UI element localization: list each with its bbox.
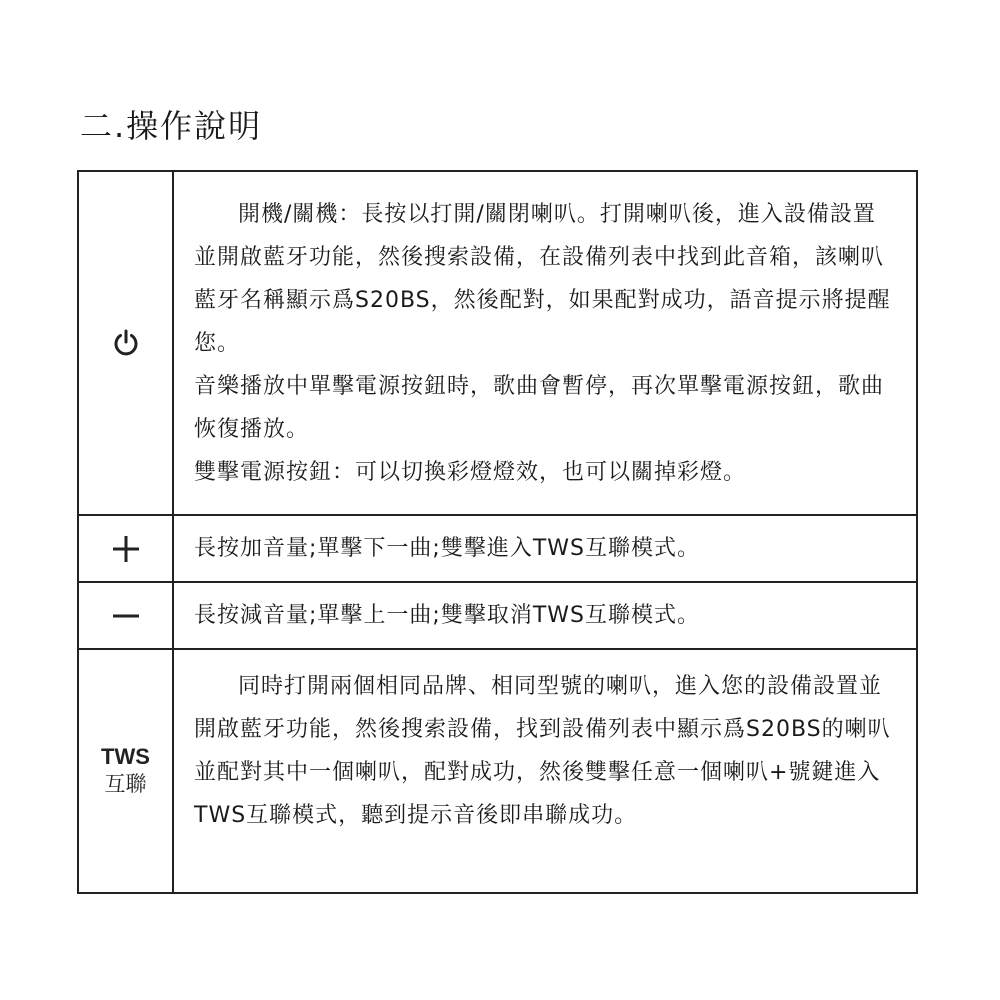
icon-cell — [79, 172, 174, 514]
minus-description — [174, 583, 916, 648]
table-row-plus — [79, 516, 916, 583]
tws-description — [174, 650, 916, 892]
description-text: 長按減音量;單擊上一曲;雙擊取消TWS互聯模式。 — [194, 603, 700, 628]
paragraph: 開機/關機：長按以打開/關閉喇叭。打開喇叭後，進入設備設置並開啟藍牙功能，然後搜索設備，在設備列表中找到此音箱，該喇叭藍牙名稱顯示爲S20BS，然後配對，如果配對成功，語音提示將提醒您。 — [194, 202, 891, 356]
table-row-tws — [79, 650, 916, 892]
table-row-minus — [79, 583, 916, 650]
paragraph: 同時打開兩個相同品牌、相同型號的喇叭，進入您的設備設置並開啟藍牙功能，然後搜索設備，找到設備列表中顯示爲S20BS的喇叭並配對其中一個喇叭，配對成功，然後雙擊任意一個喇叭+號鍵進入TWS互聯模式，聽到提示音後即串聯成功。 — [194, 674, 891, 828]
paragraph: 音樂播放中單擊電源按鈕時，歌曲會暫停，再次單擊電源按鈕，歌曲恢復播放。 — [194, 374, 885, 442]
description-text: 長按加音量;單擊下一曲;雙擊進入TWS互聯模式。 — [194, 536, 700, 561]
paragraph: 雙擊電源按鈕：可以切換彩燈燈效，也可以關掉彩燈。 — [194, 460, 747, 485]
power-description — [174, 172, 916, 514]
plus-icon — [111, 534, 141, 564]
instructions-table — [77, 170, 918, 894]
icon-cell — [79, 650, 174, 892]
icon-cell — [79, 583, 174, 648]
tws-label — [101, 743, 150, 799]
section-title: 二.操作說明 — [80, 107, 263, 145]
table-row-power — [79, 172, 916, 516]
power-icon — [111, 328, 141, 358]
plus-description — [174, 516, 916, 581]
tws-label-bottom: 互聯 — [104, 773, 147, 796]
minus-icon — [111, 601, 141, 631]
tws-label-top: TWS — [101, 744, 150, 769]
icon-cell — [79, 516, 174, 581]
